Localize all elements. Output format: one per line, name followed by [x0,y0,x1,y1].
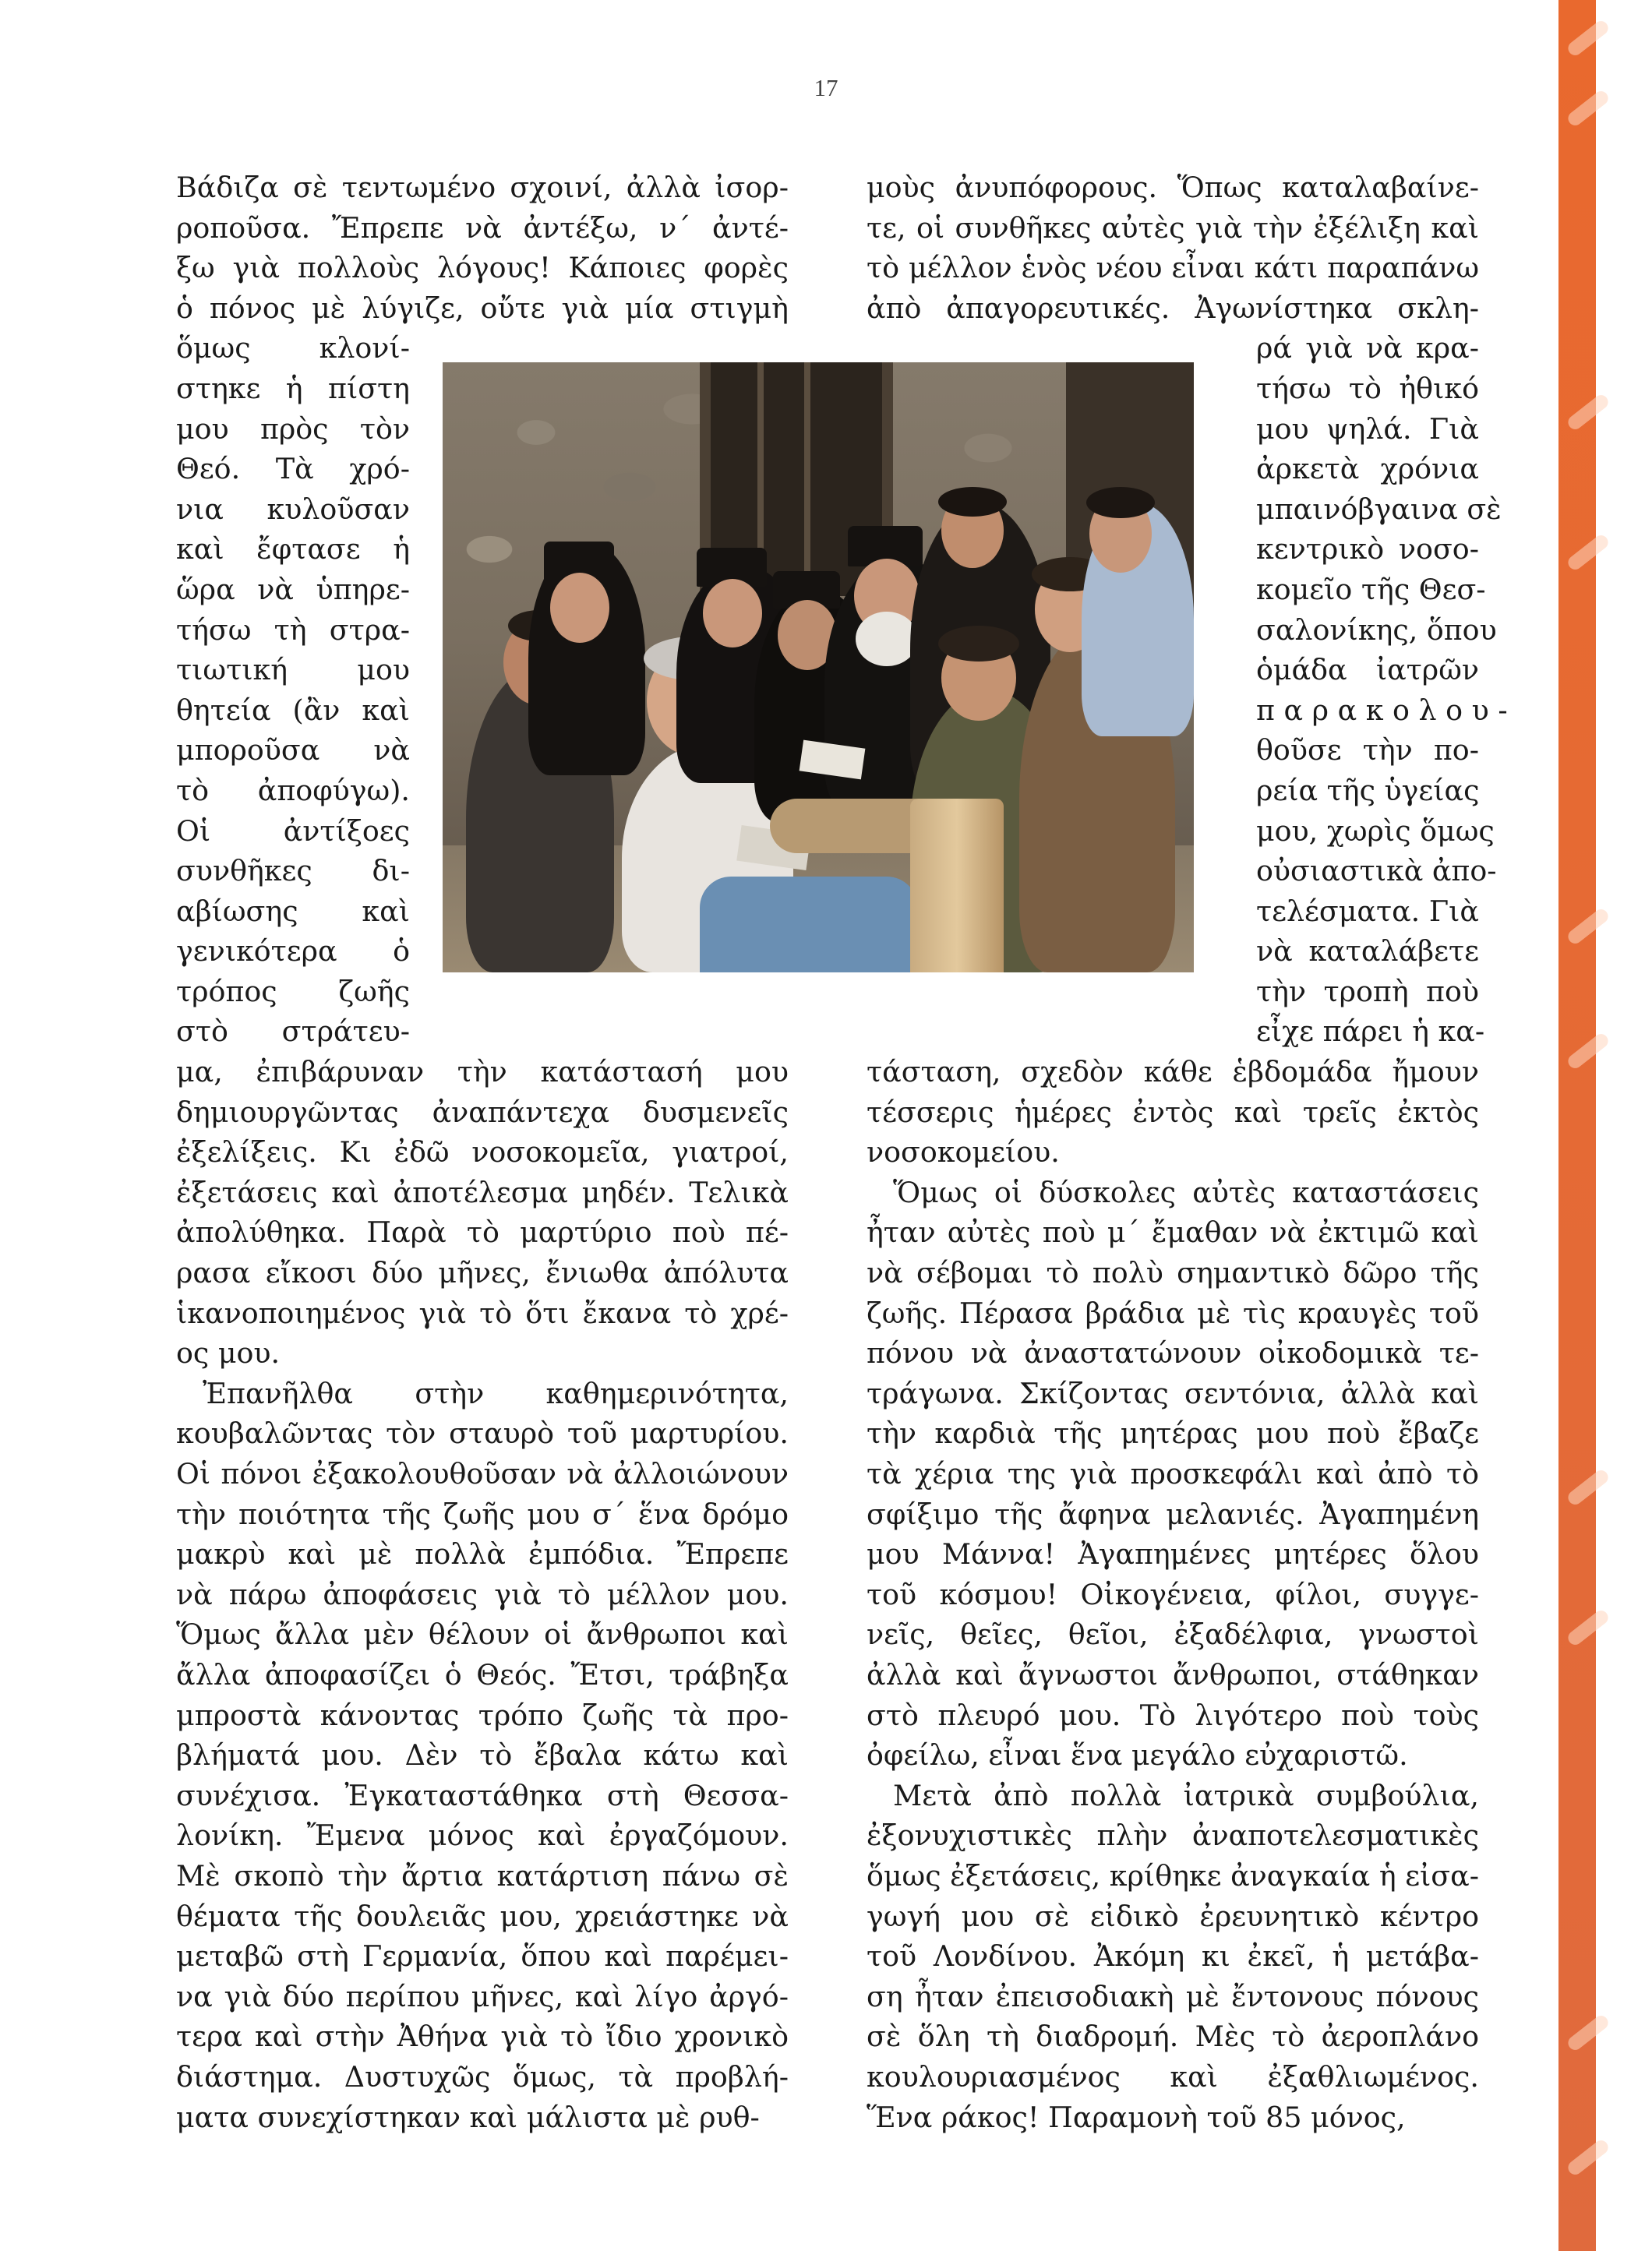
text-line: κεντρικὸ νοσο- [1256,532,1479,566]
text-line: ἱκανοποιημένος γιὰ τὸ ὅτι ἔκανα τὸ χρέ- [176,1296,789,1330]
text-line: Μὲ σκοπὸ τὴν ἄρτια κατάρτιση πάνω σὲ [176,1858,789,1893]
text-line: μου ψηλά. Γιὰ [1256,411,1479,446]
text-line: βλήματά μου. Δὲν τὸ ἔβαλα κάτω καὶ [176,1738,789,1773]
text-line: μοὺς ἀνυπόφορους. Ὅπως καταλαβαίνε- [867,171,1479,204]
text-line: γενικότερα ὁ [176,934,410,968]
text-line: καὶ ἔφτασε ἡ [176,532,410,566]
text-line: διάστημα. Δυστυχῶς ὅμως, τὰ προβλή- [176,2059,789,2094]
text-line: σφίξιμο τῆς ἄφηνα μελανιές. Ἀγαπημένη [867,1497,1479,1531]
text-line: νὰ καταλάβετε [1256,934,1479,968]
text-line: συνθῆκες δι- [176,854,410,888]
decorative-side-band [1558,0,1596,2251]
text-line: Βάδιζα σὲ τεντωμένο σχοινί, ἀλλὰ ἰσορ- [176,171,789,204]
text-line: κουλουριασμένος καὶ ἐξαθλιωμένος. [867,2059,1479,2094]
page-number: 17 [814,74,838,101]
text-line: πόνου νὰ ἀναστατώνουν οἰκοδομικὰ τε- [867,1336,1479,1371]
text-line: κομεῖο τῆς Θεσ- [1256,572,1486,606]
text-line: στὸ στράτευ- [176,1014,410,1049]
text-line: ἀπολύθηκα. Παρὰ τὸ μαρτύριο ποὺ πέ- [176,1215,789,1250]
text-line: ἄλλα ἀποφασίζει ὁ Θεός. Ἔτσι, τράβηξα [176,1657,789,1692]
text-line: μου πρὸς τὸν [176,411,410,446]
text-line: Οἱ ἀντίξοες [176,813,410,848]
text-line: μου Μάννα! Ἀγαπημένες μητέρες ὅλου [867,1537,1479,1572]
text-line: να γιὰ δύο περίπου μῆνες, καὶ λίγο ἀργό- [176,1979,789,2013]
text-line: μποροῦσα νὰ [176,733,410,767]
text-line: στὸ πλευρό μου. Τὸ λιγότερο ποὺ τοὺς [867,1698,1479,1732]
text-line: ρά γιὰ νὰ κρα- [1256,331,1479,365]
text-line: τὴν καρδιὰ τῆς μητέρας μου ποὺ ἔβαζε [867,1417,1479,1451]
text-line: ρασα εἴκοσι δύο μῆνες, ἔνιωθα ἀπόλυτα [176,1256,789,1290]
text-line: μπαινόβγαινα σὲ [1256,492,1502,526]
text-line: ὅμως ἐξετάσεις, κρίθηκε ἀναγκαία ἡ εἰσα- [867,1858,1480,1893]
text-line: κουβαλῶντας τὸν σταυρὸ τοῦ μαρτυρίου. [176,1417,789,1451]
text-line: μα, ἐπιβάρυναν τὴν κατάστασή μου [176,1055,789,1089]
text-line: νια κυλοῦσαν [176,492,410,526]
text-line: μπροστὰ κάνοντας τρόπο ζωῆς τὰ προ- [176,1698,789,1732]
text-line: Θεό. Τὰ χρό- [176,452,410,486]
text-line: π α ρ α κ ο λ ο υ - [1256,693,1508,727]
text-line: τοῦ Λονδίνου. Ἀκόμη κι ἐκεῖ, ἡ μετάβα- [867,1939,1479,1974]
text-line: τερα καὶ στὴν Ἀθήνα γιὰ τὸ ἴδιο χρονικὸ [176,2020,789,2054]
text-line: θοῦσε τὴν πο- [1256,733,1479,767]
text-line: ὀφείλω, εἶναι ἕνα μεγάλο εὐχαριστῶ. [867,1738,1408,1773]
text-line: τέσσερις ἡμέρες ἐντὸς καὶ τρεῖς ἐκτὸς [867,1095,1479,1129]
text-line: τὰ χέρια της γιὰ προσκεφάλι καὶ ἀπὸ τὸ [867,1457,1479,1491]
text-line: τρόπος ζωῆς [176,974,410,1008]
text-line: τὴν τροπὴ ποὺ [1256,974,1479,1008]
text-line: νὰ σέβομαι τὸ πολὺ σημαντικὸ δῶρο τῆς [867,1256,1479,1290]
text-line: μεταβῶ στὴ Γερμανία, ὅπου καὶ παρέμει- [176,1939,789,1974]
text-line: ἀπὸ ἀπαγορευτικές. Ἀγωνίστηκα σκλη- [867,291,1479,325]
text-line: ἐξελίξεις. Κι ἐδῶ νοσοκομεῖα, γιατροί, [176,1135,789,1170]
text-line: Ὅμως οἱ δύσκολες αὐτὲς καταστάσεις [893,1175,1479,1209]
text-line: Μετὰ ἀπὸ πολλὰ ἰατρικὰ συμβούλια, [893,1778,1479,1812]
text-line: τήσω τὴ στρα- [176,612,410,647]
text-line: Ἐπανῆλθα στὴν καθημερινότητα, [203,1376,789,1410]
text-line: λονίκη. Ἔμενα μόνος καὶ ἐργαζόμουν. [176,1819,789,1853]
text-line: τε, οἱ συνθῆκες αὐτὲς γιὰ τὴν ἐξέλιξη καὶ [867,210,1479,245]
text-line: ὅμως κλονί- [176,331,410,365]
text-line: νὰ πάρω ἀποφάσεις γιὰ τὸ μέλλον μου. [176,1577,789,1611]
text-line: ἀρκετὰ χρόνια [1256,452,1479,486]
text-line: στηκε ἡ πίστη [176,371,410,405]
text-line: ἦταν αὐτὲς ποὺ μ΄ ἔμαθαν νὰ ἐκτιμῶ καὶ [867,1215,1479,1250]
text-line: ζωῆς. Πέρασα βράδια μὲ τὶς κραυγὲς τοῦ [867,1296,1479,1330]
text-line: θητεία (ἂν καὶ [176,693,410,727]
right-text-column [867,168,1508,2137]
text-line: τοῦ κόσμου! Οἰκογένεια, φίλοι, συγγε- [867,1577,1479,1611]
left-text-column [176,168,789,2137]
text-line: εἶχε πάρει ἡ κα- [1256,1014,1485,1049]
text-line: μακρὺ καὶ μὲ πολλὰ ἐμπόδια. Ἔπρεπε [176,1537,789,1572]
text-line: τάσταση, σχεδὸν κάθε ἑβδομάδα ἤμουν [867,1055,1479,1089]
text-line: δημιουργῶντας ἀναπάντεχα δυσμενεῖς [176,1095,789,1129]
text-line: συνέχισα. Ἐγκαταστάθηκα στὴ Θεσσα- [176,1778,789,1812]
text-line: ροποῦσα. Ἔπρεπε νὰ ἀντέξω, ν΄ ἀντέ- [176,210,789,245]
text-line: θέματα τῆς δουλειᾶς μου, χρειάστηκε νὰ [176,1899,789,1933]
text-line: Ὅμως ἄλλα μὲν θέλουν οἱ ἄνθρωποι καὶ [176,1618,789,1652]
text-line: ὥρα νὰ ὑπηρε- [176,572,410,606]
text-line: τὸ μέλλον ἑνὸς νέου εἶναι κάτι παραπάνω [867,251,1479,285]
text-line: ματα συνεχίστηκαν καὶ μάλιστα μὲ ρυθ- [176,2100,760,2134]
text-line: οὐσιαστικὰ ἀπο- [1256,854,1497,888]
text-line: ρεία τῆς ὑγείας [1256,773,1480,807]
text-line: ση ἦταν ἐπεισοδιακὴ μὲ ἔντονους πόνους [867,1979,1479,2013]
text-line: Ἕνα ράκος! Παραμονὴ τοῦ 85 μόνος, [867,2100,1406,2134]
text-line: τράγωνα. Σκίζοντας σεντόνια, ἀλλὰ καὶ [867,1376,1479,1410]
text-line: ος μου. [176,1336,281,1371]
text-line: ἀλλὰ καὶ ἄγνωστοι ἄνθρωποι, στάθηκαν [867,1657,1479,1692]
text-line: τὴν ποιότητα τῆς ζωῆς μου σ΄ ἕνα δρόμο [176,1497,789,1531]
text-line: τήσω τὸ ἠθικό [1256,371,1479,405]
text-line: γωγή μου σὲ εἰδικὸ ἐρευνητικὸ κέντρο [867,1899,1479,1933]
text-line: ἐξονυχιστικὲς πλὴν ἀναποτελεσματικὲς [867,1819,1479,1853]
text-line: ἐξετάσεις καὶ ἀποτέλεσμα μηδέν. Τελικὰ [176,1175,789,1209]
text-line: Οἱ πόνοι ἐξακολουθοῦσαν νὰ ἀλλοιώνουν [176,1457,789,1491]
text-line: σὲ ὅλη τὴ διαδρομή. Μὲς τὸ ἀεροπλάνο [867,2020,1479,2054]
text-line: τὸ ἀποφύγω). [176,773,410,807]
text-line: ξω γιὰ πολλοὺς λόγους! Κάποιες φορὲς [176,251,789,285]
text-line: νεῖς, θεῖες, θεῖοι, ἐξαδέλφια, γνωστοὶ [867,1618,1479,1652]
text-line: τιωτική μου [176,653,410,687]
text-line: ὁμάδα ἰατρῶν [1256,653,1479,687]
text-line: μου, χωρὶς ὅμως [1256,813,1495,848]
text-line: αβίωσης καὶ [176,894,410,928]
text-line: τελέσματα. Γιὰ [1256,894,1479,928]
text-line: ὁ πόνος μὲ λύγιζε, οὔτε γιὰ μία στιγμὴ [176,291,789,325]
text-line: νοσοκομείου. [867,1135,1060,1170]
text-line: σαλονίκης, ὅπου [1256,612,1497,647]
